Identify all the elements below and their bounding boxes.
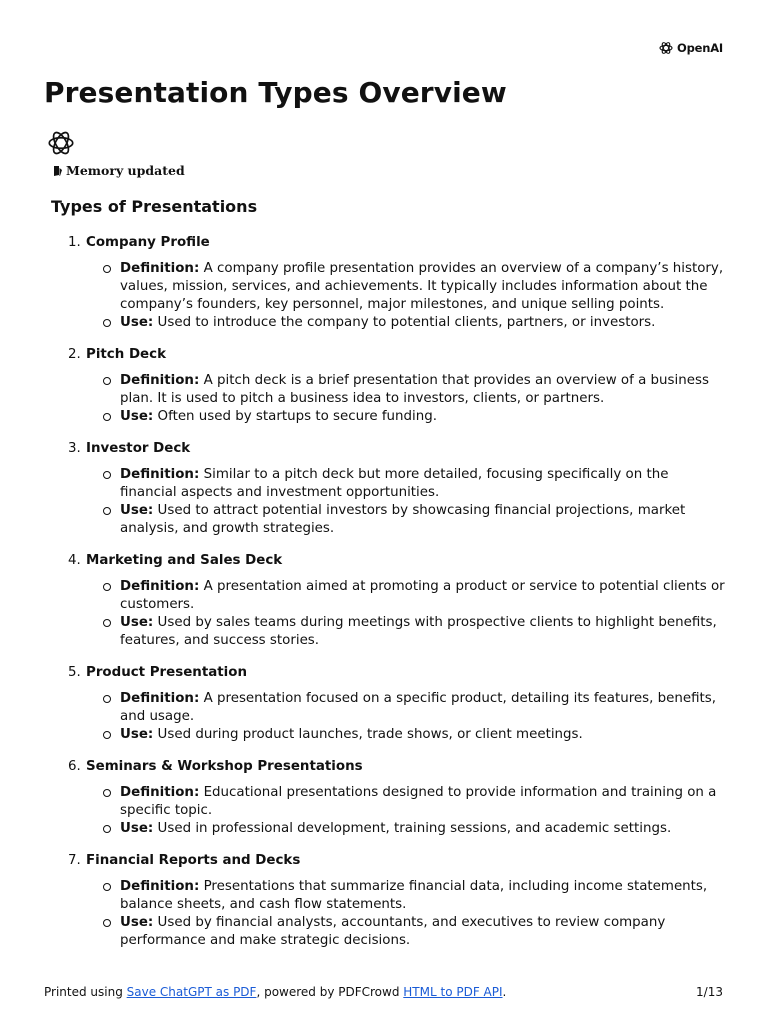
openai-brand <box>658 40 723 56</box>
use-bullet <box>102 726 728 744</box>
use-label: Use: <box>120 915 154 930</box>
definition-label: Definition: <box>120 879 200 894</box>
memory-icon <box>52 165 64 177</box>
section-heading: Types of Presentations <box>51 197 258 216</box>
definition-label: Definition: <box>120 691 200 706</box>
list-item-marketing-sales-deck <box>68 552 728 650</box>
definition-bullet <box>102 878 728 914</box>
use-label: Use: <box>120 315 154 330</box>
bullet-circle-icon <box>103 883 111 891</box>
item-title: Financial Reports and Decks <box>86 853 301 868</box>
definition-text: A pitch deck is a brief presentation that provides an overview of a business plan. It is used to pitch a business idea to investors, clients, or partners. <box>120 373 709 406</box>
item-title: Seminars & Workshop Presentations <box>86 759 363 774</box>
item-number: 2. <box>68 347 81 362</box>
list-item-company-profile <box>68 234 728 332</box>
list-item-investor-deck <box>68 440 728 538</box>
definition-bullet <box>102 578 728 614</box>
bullet-circle-icon <box>103 583 111 591</box>
bullet-circle-icon <box>103 471 111 479</box>
brand-name: OpenAI <box>677 41 723 55</box>
item-number: 7. <box>68 853 81 868</box>
bullet-circle-icon <box>103 265 111 273</box>
footer-prefix: Printed using <box>44 985 127 999</box>
use-bullet <box>102 614 728 650</box>
bullet-circle-icon <box>103 919 111 927</box>
footer-credit <box>44 985 506 999</box>
use-text: Used in professional development, training sessions, and academic settings. <box>157 821 672 836</box>
page-number: 1/13 <box>696 985 723 999</box>
list-item-pitch-deck <box>68 346 728 426</box>
chatgpt-logo-icon <box>46 128 76 158</box>
definition-text: A presentation focused on a specific product, detailing its features, benefits, and usage. <box>120 691 717 724</box>
definition-label: Definition: <box>120 467 200 482</box>
definition-text: A company profile presentation provides an overview of a company’s history, values, mission, services, and achievements. It typically includes information about the company’s founders, key personnel, major milestones, and unique selling points. <box>120 261 724 312</box>
save-chatgpt-pdf-link[interactable]: Save ChatGPT as PDF <box>126 985 257 999</box>
definition-bullet <box>102 466 728 502</box>
definition-label: Definition: <box>120 785 200 800</box>
definition-text: Similar to a pitch deck but more detailed, focusing specifically on the financial aspects and investment opportunities. <box>120 467 669 500</box>
presentation-types-list <box>68 234 728 964</box>
definition-bullet <box>102 690 728 726</box>
definition-text: Presentations that summarize financial data, including income statements, balance sheets, and cash flow statements. <box>120 879 708 912</box>
list-item-product-presentation <box>68 664 728 744</box>
list-item-financial-reports <box>68 852 728 950</box>
use-bullet <box>102 408 728 426</box>
definition-bullet <box>102 372 728 408</box>
bullet-circle-icon <box>103 731 111 739</box>
page-title: Presentation Types Overview <box>44 76 507 109</box>
bullet-circle-icon <box>103 695 111 703</box>
html-to-pdf-api-link[interactable]: HTML to PDF API <box>403 985 503 999</box>
use-text: Used by sales teams during meetings with prospective clients to highlight benefits, features, and success stories. <box>120 615 717 648</box>
item-number: 1. <box>68 235 81 250</box>
list-item-seminars-workshops <box>68 758 728 838</box>
item-number: 3. <box>68 441 81 456</box>
item-title: Product Presentation <box>86 665 247 680</box>
use-text: Used during product launches, trade shows, or client meetings. <box>157 727 583 742</box>
use-bullet <box>102 820 728 838</box>
definition-label: Definition: <box>120 373 200 388</box>
use-label: Use: <box>120 727 154 742</box>
bullet-circle-icon <box>103 413 111 421</box>
item-number: 5. <box>68 665 81 680</box>
use-bullet <box>102 502 728 538</box>
item-number: 4. <box>68 553 81 568</box>
bullet-circle-icon <box>103 377 111 385</box>
use-text: Used by financial analysts, accountants, and executives to review company performance and make strategic decisions. <box>120 915 666 948</box>
use-text: Used to attract potential investors by showcasing financial projections, market analysis, and growth strategies. <box>120 503 686 536</box>
definition-bullet <box>102 260 728 314</box>
item-title: Investor Deck <box>86 441 191 456</box>
use-label: Use: <box>120 503 154 518</box>
definition-text: A presentation aimed at promoting a product or service to potential clients or customers. <box>120 579 725 612</box>
definition-label: Definition: <box>120 579 200 594</box>
use-text: Used to introduce the company to potential clients, partners, or investors. <box>157 315 656 330</box>
bullet-circle-icon <box>103 319 111 327</box>
use-bullet <box>102 314 728 332</box>
bullet-circle-icon <box>103 825 111 833</box>
bullet-circle-icon <box>103 619 111 627</box>
bullet-circle-icon <box>103 789 111 797</box>
use-text: Often used by startups to secure funding. <box>157 409 437 424</box>
item-title: Marketing and Sales Deck <box>86 553 283 568</box>
footer-suffix: . <box>502 985 507 999</box>
openai-logo-icon <box>658 40 674 56</box>
use-label: Use: <box>120 821 154 836</box>
footer-middle: , powered by PDFCrowd <box>256 985 404 999</box>
item-title: Company Profile <box>86 235 210 250</box>
definition-label: Definition: <box>120 261 200 276</box>
use-label: Use: <box>120 615 154 630</box>
print-footer <box>44 985 723 999</box>
memory-updated-note <box>52 163 185 178</box>
definition-bullet <box>102 784 728 820</box>
memory-updated-text: Memory updated <box>66 163 185 178</box>
bullet-circle-icon <box>103 507 111 515</box>
item-title: Pitch Deck <box>86 347 166 362</box>
definition-text: Educational presentations designed to provide information and training on a specific topic. <box>120 785 717 818</box>
use-label: Use: <box>120 409 154 424</box>
item-number: 6. <box>68 759 81 774</box>
use-bullet <box>102 914 728 950</box>
